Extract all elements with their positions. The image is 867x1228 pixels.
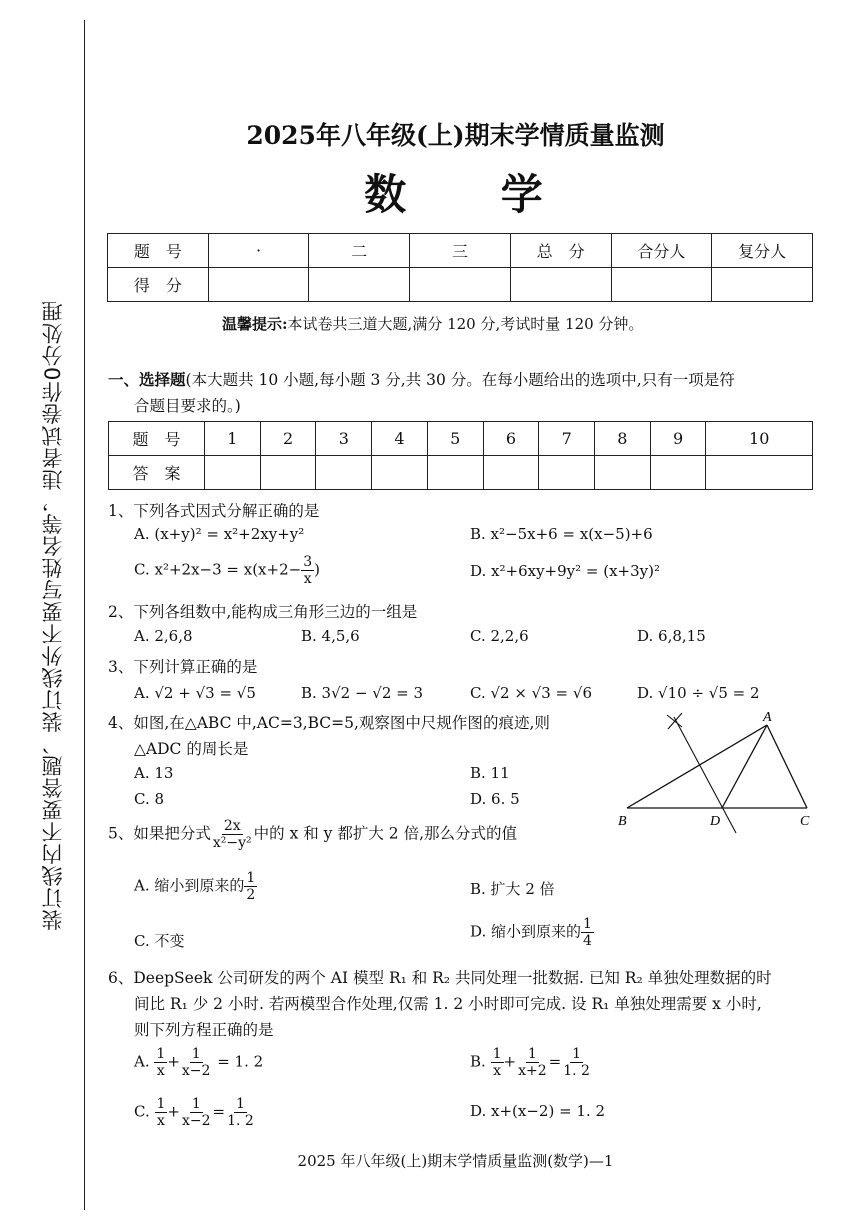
score-input-cell[interactable] — [410, 268, 511, 302]
table-row — [109, 422, 813, 456]
frac-num: 1 — [191, 1046, 201, 1062]
score-input-cell[interactable] — [208, 268, 309, 302]
q2-option-d: D. 6,8,15 — [637, 627, 706, 645]
table-cell: 5 — [427, 422, 483, 456]
table-cell: 三 — [410, 234, 511, 268]
q1-stem: 1、下列各式因式分解正确的是 — [108, 502, 320, 520]
fraction — [225, 1096, 256, 1129]
answer-input-cell[interactable] — [316, 456, 372, 490]
score-table — [107, 233, 813, 302]
q6-option-c: C. $\frac{1}{x}$ + $\frac{1}{x-2}$ = $\frac{1}{1. 2}$ — [134, 1096, 254, 1129]
table-cell: 4 — [372, 422, 428, 456]
frac-den: x²−y² — [212, 835, 252, 851]
exam-title: 2025年八年级(上)期末学情质量监测 — [246, 121, 665, 150]
frac-den: x−2 — [181, 1063, 211, 1079]
q5-option-d — [470, 916, 594, 949]
score-input-cell[interactable] — [712, 268, 813, 302]
frac-num: 1 — [156, 1046, 166, 1062]
q5-a-text: A. 缩小到原来的 — [134, 876, 245, 895]
exam-tip — [222, 313, 643, 334]
table-cell: 答 案 — [109, 456, 205, 490]
q5-option-c: C. 不变 — [134, 932, 185, 950]
table-cell: 复分人 — [712, 234, 813, 268]
fraction — [516, 1046, 549, 1079]
segment-ba — [627, 725, 767, 808]
table-row — [108, 268, 813, 302]
tip-label: 温馨提示: — [222, 315, 288, 333]
frac-num: 1 — [572, 1046, 582, 1062]
frac-num: 1 — [583, 916, 592, 932]
q5-option-b: B. 扩大 2 倍 — [470, 880, 555, 898]
q3-option-b: B. 3√2 − √2 = 3 — [301, 684, 424, 702]
table-cell: 得 分 — [108, 268, 209, 302]
fraction — [491, 1046, 504, 1079]
table-cell: 1 — [205, 422, 261, 456]
answer-table — [108, 421, 813, 490]
q6-option-d: D. x+(x−2) = 1. 2 — [470, 1102, 606, 1120]
q6-option-a: A. $\frac{1}{x}$ + $\frac{1}{x-2}$ = 1. 2 — [134, 1046, 264, 1079]
table-cell: 2 — [260, 422, 316, 456]
q3-option-c: C. √2 × √3 = √6 — [470, 684, 592, 702]
binding-notice: 装订线内不要答题、装订线外不要写姓名等，违者试卷作0分处理 — [41, 300, 65, 931]
fraction — [211, 818, 254, 851]
q4-option-c: C. 8 — [134, 790, 165, 808]
label-b: B — [618, 814, 627, 829]
label-c: C — [800, 814, 810, 829]
frac-den: x−2 — [182, 1113, 211, 1129]
q6-stem-1: 6、DeepSeek 公司研发的两个 AI 模型 R₁ 和 R₂ 共同处理一批数据. 已知 R₂ 单独处理数据的时 — [108, 969, 772, 987]
frac-num: 1 — [492, 1046, 502, 1062]
rhs: = 1. 2 — [217, 1052, 264, 1071]
q4-stem-1: 4、如图,在△ABC 中,AC=3,BC=5,观察图中尺规作图的痕迹,则 — [108, 714, 550, 732]
option-label: B. — [470, 1052, 486, 1071]
q5-option-a — [134, 870, 257, 903]
section-desc-2: 合题目要求的。) — [134, 397, 241, 415]
option-label: C. — [134, 1102, 150, 1121]
frac-den: 4 — [583, 933, 592, 949]
answer-input-cell[interactable] — [260, 456, 316, 490]
q4-option-d: D. 6. 5 — [470, 790, 520, 808]
q2-option-a: A. 2,6,8 — [134, 627, 193, 645]
q1-option-b: B. x²−5x+6 = x(x−5)+6 — [470, 525, 653, 543]
frac-den: x — [493, 1063, 501, 1079]
subject-title: 数 学 — [364, 170, 583, 219]
tip-text: 本试卷共三道大题,满分 120 分,考试时量 120 分钟。 — [287, 315, 644, 333]
answer-input-cell[interactable] — [372, 456, 428, 490]
section-heading — [108, 368, 735, 390]
table-cell: 合分人 — [611, 234, 712, 268]
score-input-cell[interactable] — [309, 268, 410, 302]
frac-den: x+2 — [518, 1063, 547, 1079]
frac-den: x — [157, 1113, 165, 1129]
fraction — [581, 916, 594, 949]
q5-d-text: D. 缩小到原来的 — [470, 922, 582, 941]
table-cell: 10 — [706, 422, 813, 456]
table-cell: 9 — [650, 422, 706, 456]
answer-input-cell[interactable] — [427, 456, 483, 490]
frac-den: x — [303, 571, 312, 587]
q1-option-d: D. x²+6xy+9y² = (x+3y)² — [470, 562, 661, 580]
option-label: A. — [134, 1052, 150, 1071]
section-title: 一、选择题 — [108, 370, 186, 389]
fraction — [155, 1096, 168, 1129]
triangle-figure — [612, 705, 822, 835]
q2-option-c: C. 2,2,6 — [470, 627, 529, 645]
q5-stem-post: 中的 x 和 y 都扩大 2 倍,那么分式的值 — [253, 824, 517, 843]
q4-stem-2: △ADC 的周长是 — [134, 740, 249, 758]
fraction — [561, 1046, 592, 1079]
label-a: A — [763, 710, 772, 725]
frac-den: 1. 2 — [227, 1113, 254, 1129]
q2-option-b: B. 4,5,6 — [301, 627, 360, 645]
q6-stem-3: 则下列方程正确的是 — [134, 1021, 274, 1039]
fraction — [244, 870, 257, 903]
table-cell: 题 号 — [109, 422, 205, 456]
page-footer: 2025 年八年级(上)期末学情质量监测(数学)—1 — [297, 1152, 614, 1170]
q1-c-text-end: ) — [314, 560, 320, 579]
table-cell: 6 — [483, 422, 539, 456]
score-input-cell[interactable] — [510, 268, 611, 302]
segment-ad — [722, 725, 767, 808]
fraction — [154, 1046, 167, 1079]
frac-num: 1 — [191, 1096, 201, 1112]
table-cell: · — [208, 234, 309, 268]
q4-option-b: B. 11 — [470, 764, 510, 782]
label-d: D — [710, 814, 721, 829]
table-cell: 7 — [539, 422, 595, 456]
q1-c-text: C. x²+2x−3 = x(x+2− — [134, 560, 302, 579]
q3-stem: 3、下列计算正确的是 — [108, 658, 258, 676]
answer-input-cell[interactable] — [539, 456, 595, 490]
q3-option-d: D. √10 ÷ √5 = 2 — [637, 684, 760, 702]
frac-den: x — [156, 1063, 165, 1079]
table-cell: 二 — [309, 234, 410, 268]
q6-stem-2: 间比 R₁ 少 2 小时. 若两模型合作处理,仅需 1. 2 小时即可完成. 设 R₁ 单独处理需要 x 小时, — [134, 995, 762, 1013]
frac-num: 1 — [156, 1096, 166, 1112]
frac-den: 2 — [246, 887, 256, 903]
answer-input-cell[interactable] — [650, 456, 706, 490]
score-input-cell[interactable] — [611, 268, 712, 302]
q6-option-b: B. $\frac{1}{x}$ + $\frac{1}{x+2}$ = $\frac{1}{1. 2}$ — [470, 1046, 590, 1079]
q1-option-a: A. (x+y)² = x²+2xy+y² — [134, 525, 305, 543]
answer-input-cell[interactable] — [706, 456, 813, 490]
q1-option-c — [134, 554, 320, 587]
table-cell: 3 — [316, 422, 372, 456]
answer-input-cell[interactable] — [483, 456, 539, 490]
frac-num: 1 — [236, 1096, 245, 1112]
q4-option-a: A. 13 — [134, 764, 174, 782]
frac-den: 1. 2 — [563, 1063, 590, 1079]
table-row — [109, 456, 813, 490]
frac-num: 1 — [527, 1046, 537, 1062]
frac-num: 2x — [223, 818, 241, 834]
table-row — [108, 234, 813, 268]
table-cell: 总 分 — [510, 234, 611, 268]
q5-stem — [108, 818, 517, 851]
fraction — [180, 1096, 213, 1129]
table-cell: 题 号 — [108, 234, 209, 268]
q2-stem: 2、下列各组数中,能构成三角形三边的一组是 — [108, 603, 418, 621]
section-desc: (本大题共 10 小题,每小题 3 分,共 30 分。在每小题给出的选项中,只有一项是符 — [185, 371, 735, 389]
table-cell: 8 — [595, 422, 651, 456]
fraction — [180, 1046, 213, 1079]
fraction — [301, 554, 314, 587]
q3-option-a: A. √2 + √3 = √5 — [134, 684, 256, 702]
segment-ac — [767, 725, 807, 808]
frac-num: 1 — [246, 870, 256, 886]
answer-input-cell[interactable] — [205, 456, 261, 490]
frac-num: 3 — [303, 554, 313, 570]
answer-input-cell[interactable] — [595, 456, 651, 490]
q5-stem-pre: 5、如果把分式 — [108, 824, 211, 843]
